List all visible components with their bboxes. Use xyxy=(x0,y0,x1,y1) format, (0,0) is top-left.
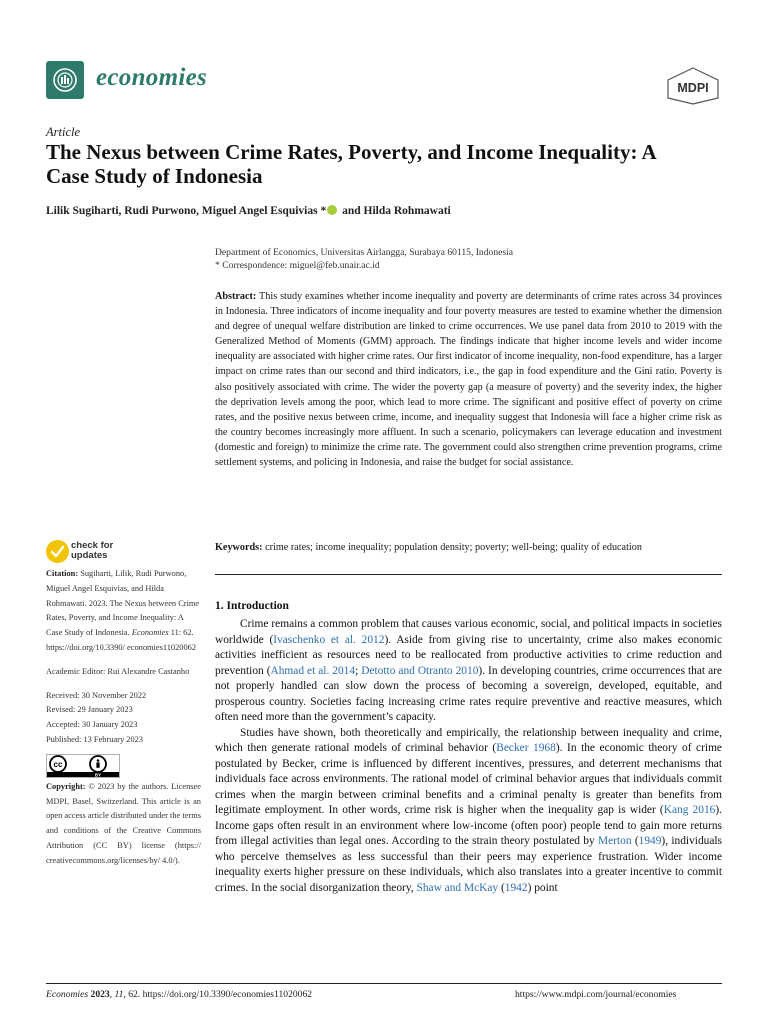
author-names: Lilik Sugiharti, Rudi Purwono, Miguel Angel Esquivias * xyxy=(46,205,327,217)
paragraph: Crime remains a common problem that causes various economic, social, and political impacts in societies worldwide (Ivaschenko et al. 2012). Aside from giving rise to uncertainty, crime also makes economic activities inefficient as resources need to be reallocated from productive activities to crime reduction and prevention (Ahmad et al. 2014; Detotto and Otranto 2010). In developing countries, crime occurrences that are not properly handled can slow down the process of becoming a sovereign, developed, equitable, and prosperous country. Societies facing increasing crime rates require preventive and reactive measures, which often need more than the government’s capacity. xyxy=(215,618,723,723)
keywords-label: Keywords: xyxy=(215,542,263,553)
footer-journal: Economies xyxy=(46,989,89,1000)
affiliation: Department of Economics, Universitas Airlangga, Surabaya 60115, Indonesia xyxy=(215,247,514,258)
mdpi-logo-icon xyxy=(666,67,720,105)
orcid-icon[interactable] xyxy=(327,205,337,215)
cc-by-license-icon[interactable] xyxy=(46,754,120,778)
journal-name: economies xyxy=(96,64,208,91)
article-sidebar xyxy=(46,567,201,869)
citation-link[interactable]: Shaw and McKay xyxy=(416,881,499,894)
footer-citation: Economies 2023, 11, 62. https://doi.org/10.3390/economies11020062 xyxy=(46,989,313,1000)
article-title: The Nexus between Crime Rates, Poverty, and Income Inequality: A Case Study of Indonesia xyxy=(46,140,656,188)
citation xyxy=(46,567,201,656)
copyright-notice xyxy=(46,780,201,869)
citation-link[interactable]: Becker 1968 xyxy=(496,742,556,754)
check-for-updates-icon xyxy=(46,540,69,563)
author-list xyxy=(46,205,451,217)
citation-link[interactable]: Merton xyxy=(597,835,632,847)
date-published: Published: 13 February 2023 xyxy=(46,734,144,744)
date-revised: Revised: 29 January 2023 xyxy=(46,705,133,715)
citation-tail: 11: 62. https://doi.org/10.3390/ economies11020062 xyxy=(46,628,197,652)
section-heading-introduction: 1. Introduction xyxy=(215,600,289,612)
abstract xyxy=(215,289,722,470)
check-for-updates-button[interactable] xyxy=(46,540,136,566)
copyright-text: © 2023 by the authors. Licensee MDPI, Basel, Switzerland. This article is an open access article distributed under the terms and conditions of the Creative Commons Attribution (CC BY) license (https:// creativecommons.org/licenses/by/ 4.0/). xyxy=(46,781,201,865)
copyright-label: Copyright: xyxy=(46,781,86,791)
academic-editor: Academic Editor: Rui Alexandre Castanho xyxy=(46,666,190,676)
keywords xyxy=(215,540,722,555)
citation-link[interactable]: 1949 xyxy=(638,835,662,847)
abstract-label: Abstract: xyxy=(215,291,257,302)
affiliations xyxy=(215,246,513,272)
publisher-name: MDPI xyxy=(677,81,709,95)
footer-divider xyxy=(46,983,722,984)
introduction-body xyxy=(215,617,722,896)
check-for-updates-label: check for xyxy=(71,540,114,551)
date-accepted: Accepted: 30 January 2023 xyxy=(46,720,138,730)
svg-text:BY: BY xyxy=(94,772,102,778)
citation-text: Sugiharti, Lilik, Rudi Purwono, Miguel Angel Esquivias, and Hilda Rohmawati. 2023. The Nexus between Crime Rates, Poverty, and Income Inequality: A Case Study of Indonesia. xyxy=(46,569,200,638)
footer-volume: 11 xyxy=(114,989,124,1000)
citation-link[interactable]: Kang 2016 xyxy=(663,804,716,816)
correspondence: * Correspondence: miguel@feb.unair.ac.id xyxy=(215,260,380,271)
paragraph: Studies have shown, both theoretically and empirically, the relationship between inequality and crime, which then generate rational models of criminal behavior (Becker 1968). In the economic theory of crime postulated by Becker, crime is influenced by different incentives, pressures, and deterrent mechanisms that individuals face across environments. The rational model of criminal behavior argues that individuals commit crimes when the margin between criminal benefits and a criminal penalty is greater than benefits from legitimate employment. In other words, crime risk is higher when the inequality gap is wider (Kang 2016). Income gaps often result in an environment where low-income (often poor) people tend to gain more returns from illegal activities than legal ones. According to the strain theory postulated by Merton (1949), individuals who perceive themselves as less successful than their peers may experience frustration. Wider income inequality exerts higher pressure on these individuals, which also translates into a greater incentive to commit crimes. In the social disorganization theory, Shaw and McKay (1942) point xyxy=(215,726,722,894)
footer-journal-url[interactable]: https://www.mdpi.com/journal/economies xyxy=(515,989,677,1000)
svg-text:cc: cc xyxy=(53,759,63,769)
check-for-updates-sublabel: updates xyxy=(71,550,108,561)
citation-link[interactable]: Ivaschenko et al. 2012 xyxy=(273,633,385,646)
citation-link[interactable]: Ahmad et al. 2014 xyxy=(270,664,356,677)
section-divider xyxy=(215,574,722,575)
abstract-text: This study examines whether income inequality and poverty are determinants of crime rates across 34 provinces in Indonesia. Three indicators of income inequality and four poverty measures are tested to examine whether the dimension and degree of unequal welfare distribution are linked to crime occurrences. We use panel data from 2010 to 2019 with the Generalized Method of Moments (GMM) approach. The findings indicate that higher income levels and wider income inequality are associated with higher crime rates. Our first indicator of income inequality, non-food expenditure, has a larger impact on crime rates than our second and third indicators, i.e., the gap in food expenditure and the Gini ratio. Poverty is also positively associated with crime. The wider the poverty gap (a measure of poverty) and the severity index, the higher the deprivation levels among the poor, which lead to more crime. The significant and positive effect of poverty on crime rates, and the positive nexus between crime, income, and inequality suggest that Indonesia will face a higher crime risk as the country becomes increasingly more affluent. In such a scenario, policymakers can leverage education and investment (domestic and foreign) to minimize the crime rate. The government could also strengthen crime prevention programs, crime settlement systems, and policing in Indonesia, and raise the budget for social assistance. xyxy=(215,291,722,469)
author-names-tail: and Hilda Rohmawati xyxy=(339,205,451,217)
keywords-text: crime rates; income inequality; population density; poverty; well-being; quality of education xyxy=(262,542,642,553)
footer-year: 2023 xyxy=(90,989,110,1000)
citation-journal: Economies xyxy=(131,628,169,638)
citation-link[interactable]: 1942 xyxy=(504,881,528,894)
citation-label: Citation: xyxy=(46,569,79,578)
footer-doi[interactable]: , 62. https://doi.org/10.3390/economies11020062 xyxy=(123,989,313,1000)
economies-logo-icon xyxy=(46,61,84,99)
article-type: Article xyxy=(46,125,81,139)
citation-link[interactable]: Detotto and Otranto 2010 xyxy=(361,664,479,677)
date-received: Received: 30 November 2022 xyxy=(46,690,147,700)
